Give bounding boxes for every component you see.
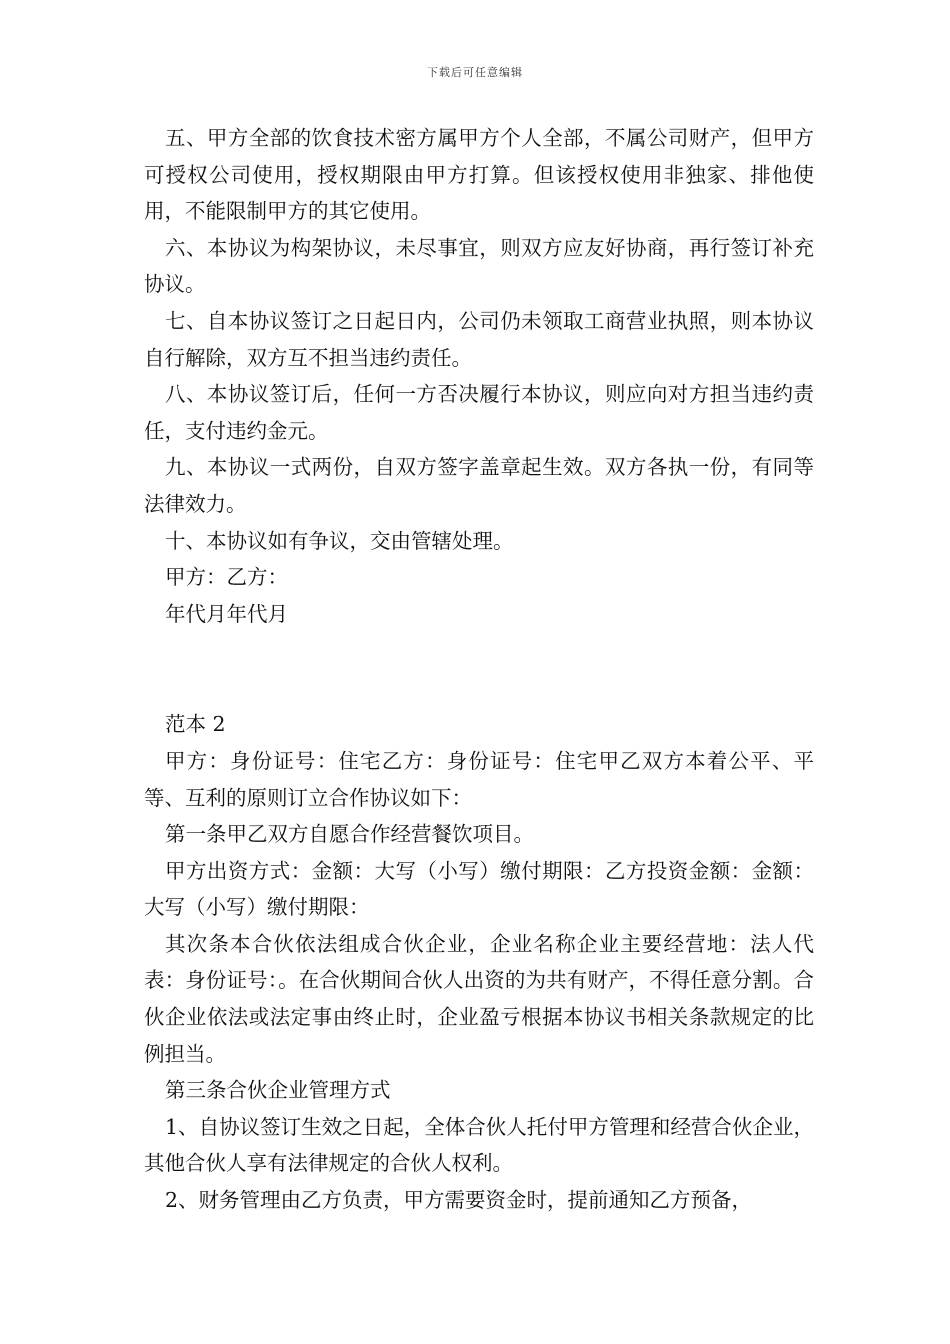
document-body: [144, 120, 814, 1219]
article-3-heading: 第三条合伙企业管理方式: [165, 1078, 391, 1103]
parties-intro: 甲方：身份证号：住宅乙方：身份证号：住宅甲乙双方本着公平、平等、互利的原则订立合作协议如下：: [144, 748, 814, 810]
investment-terms: 甲方出资方式：金额：大写（小写）缴付期限：乙方投资金额：金额：大写（小写）缴付期限：: [144, 858, 814, 920]
section-gap: [144, 632, 814, 706]
template-2-title: 范本 2: [165, 712, 226, 737]
signature-dates: 年代月年代月: [165, 601, 288, 626]
clause-9: 九、本协议一式两份，自双方签字盖章起生效。双方各执一份，有同等法律效力。: [144, 455, 814, 516]
clause-10: 十、本协议如有争议，交由管辖处理。: [165, 528, 514, 553]
clause-6: 六、本协议为构架协议，未尽事宜，则双方应友好协商，再行签订补充协议。: [144, 235, 814, 297]
clause-8: 八、本协议签订后，任何一方否决履行本协议，则应向对方担当违约责任，支付违约金元。: [144, 382, 814, 443]
article-3-item-2: 2、财务管理由乙方负责，甲方需要资金时，提前通知乙方预备，: [165, 1188, 753, 1213]
article-1: 第一条甲乙双方自愿合作经营餐饮项目。: [165, 822, 534, 847]
page-header-note: 下载后可任意编辑: [427, 66, 523, 79]
clause-7: 七、自本协议签订之日起日内，公司仍未领取工商营业执照，则本协议自行解除，双方互不担当违约责任。: [144, 308, 814, 370]
clause-5: 五、甲方全部的饮食技术密方属甲方个人全部，不属公司财产，但甲方可授权公司使用，授权期限由甲方打算。但该授权使用非独家、排他使用，不能限制甲方的其它使用。: [144, 126, 814, 224]
article-3-item-1: 1、自协议签订生效之日起，全体合伙人托付甲方管理和经营合伙企业，其他合伙人享有法律规定的合伙人权利。: [144, 1114, 814, 1176]
article-2: 其次条本合伙依法组成合伙企业，企业名称企业主要经营地：法人代表：身份证号：。在合伙期间合伙人出资的为共有财产，不得任意分割。合伙企业依法或法定事由终止时，企业盈亏根据本协议书相关条款规定的比例担当。: [144, 931, 814, 1066]
signature-parties: 甲方：乙方：: [165, 565, 288, 590]
